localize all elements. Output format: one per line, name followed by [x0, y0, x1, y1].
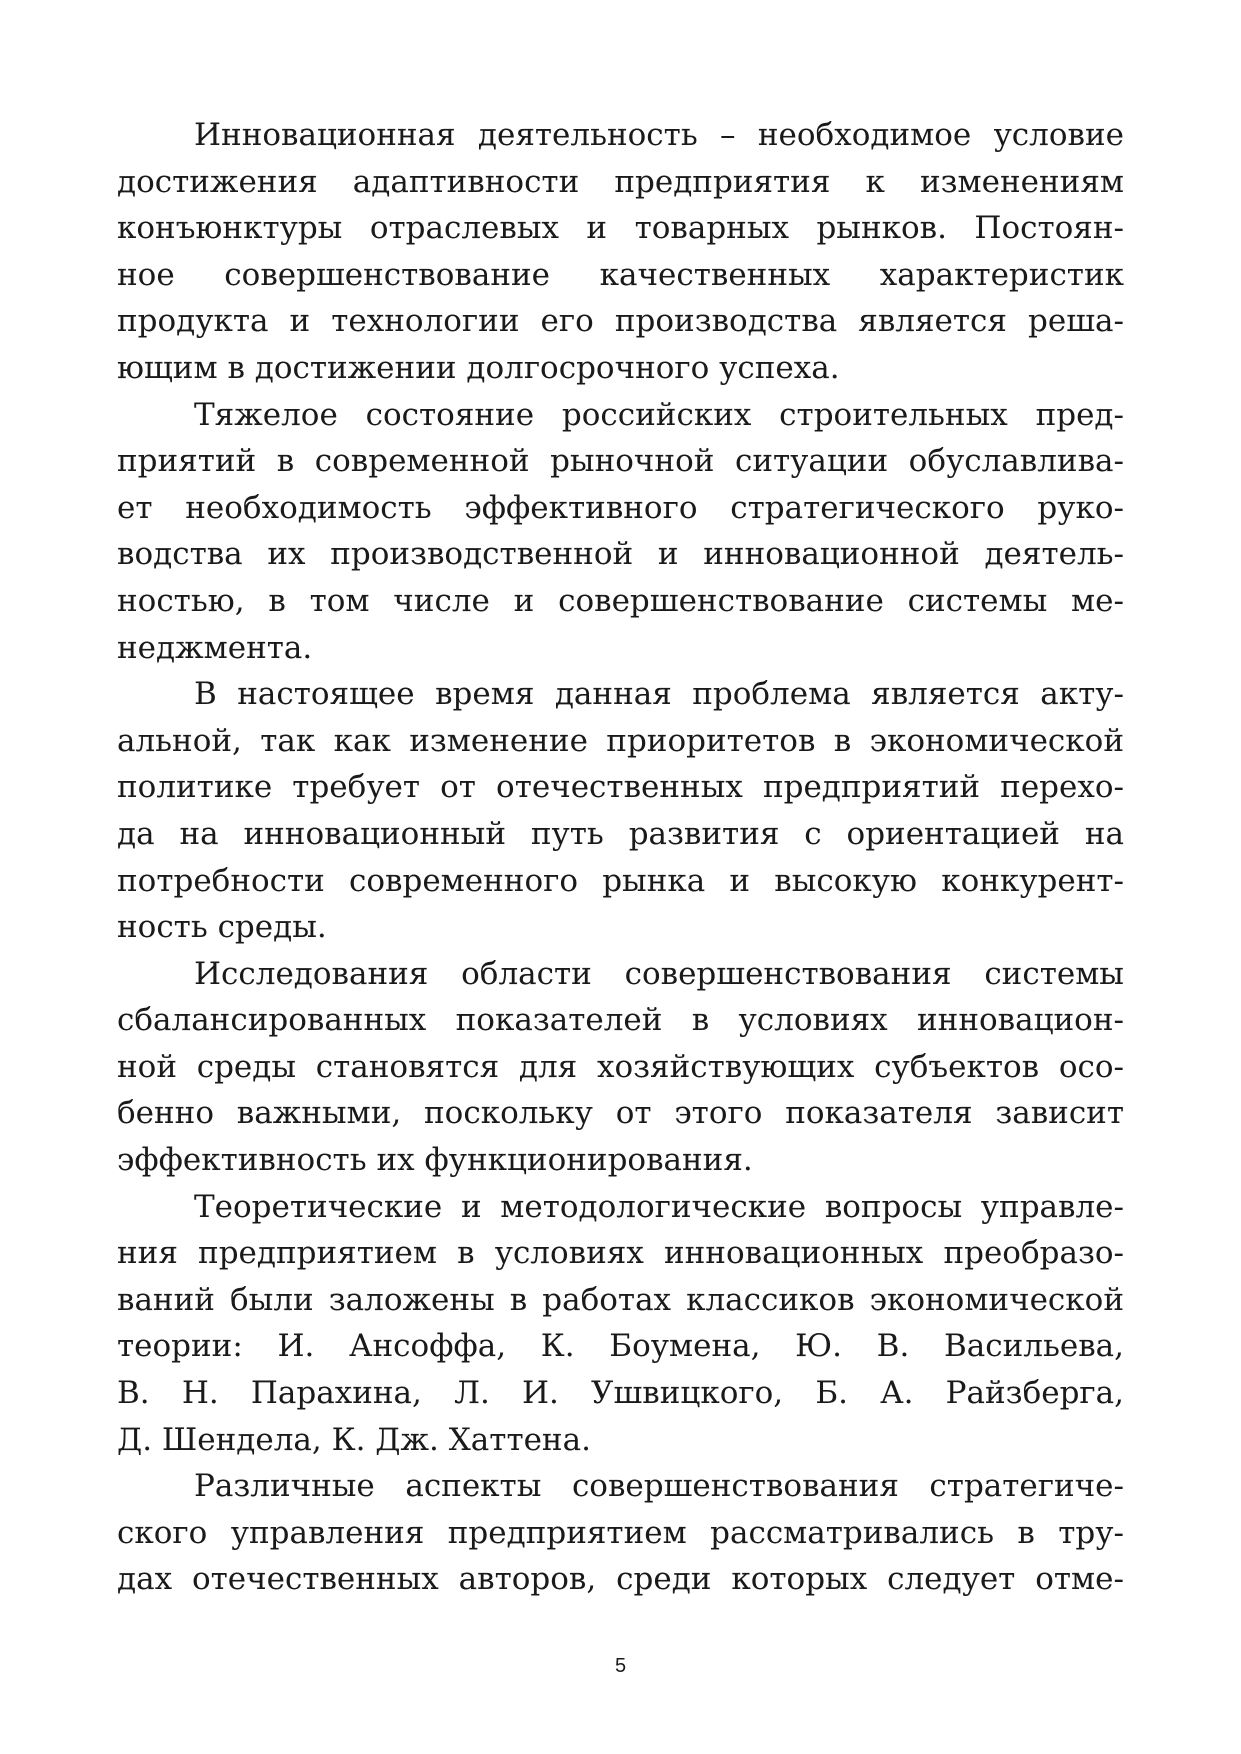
text-line: ность среды. [117, 909, 327, 946]
paragraph [117, 951, 1124, 1184]
text-line: неджмента. [117, 629, 313, 666]
paragraph [117, 112, 1124, 392]
text-line: потребности современного рынка и высокую конкурент- [117, 862, 1124, 899]
paragraph [117, 671, 1124, 951]
paragraph [117, 1184, 1124, 1464]
text-line: Тяжелое состояние российских строительных пред- [194, 396, 1124, 433]
text-line: ваний были заложены в работах классиков экономической [117, 1281, 1124, 1318]
text-line: В. Н. Парахина, Л. И. Ушвицкого, Б. А. Райзберга, [117, 1375, 1124, 1412]
text-line: водства их производственной и инновационной деятель- [117, 536, 1124, 573]
text-line: приятий в современной рыночной ситуации обуславлива- [117, 443, 1124, 480]
body-text [117, 112, 1124, 1603]
text-line: Исследования области совершенствования системы [194, 955, 1124, 992]
text-line: продукта и технологии его производства является реша- [117, 303, 1124, 340]
text-line: политике требует от отечественных предприятий перехо- [117, 769, 1124, 806]
text-line: ет необходимость эффективного стратегического руко- [117, 489, 1124, 526]
text-line: дах отечественных авторов, среди которых следует отме- [117, 1561, 1124, 1598]
text-line: альной, так как изменение приоритетов в экономической [117, 722, 1124, 759]
text-line: конъюнктуры отраслевых и товарных рынков. Постоян- [117, 210, 1124, 247]
text-line: сбалансированных показателей в условиях инновацион- [117, 1002, 1124, 1039]
text-line: Различные аспекты совершенствования стратегиче- [194, 1468, 1124, 1505]
text-line: Теоретические и методологические вопросы управле- [194, 1188, 1124, 1225]
text-line: теории: И. Ансоффа, К. Боумена, Ю. В. Васильева, [117, 1328, 1124, 1365]
text-line: ского управления предприятием рассматривались в тру- [117, 1514, 1124, 1551]
text-line: да на инновационный путь развития с ориентацией на [117, 815, 1124, 852]
text-line: Д. Шендела, К. Дж. Хаттена. [117, 1421, 591, 1458]
text-line: ностью, в том числе и совершенствование системы ме- [117, 582, 1124, 619]
paragraph [117, 392, 1124, 672]
text-line: эффективность их функционирования. [117, 1142, 753, 1179]
text-line: В настоящее время данная проблема является акту- [194, 676, 1124, 713]
text-line: ния предприятием в условиях инновационных преобразо- [117, 1235, 1124, 1272]
text-line: бенно важными, поскольку от этого показателя зависит [117, 1095, 1124, 1132]
text-line: достижения адаптивности предприятия к изменениям [117, 163, 1124, 200]
text-line: ющим в достижении долгосрочного успеха. [117, 349, 840, 386]
text-line: ной среды становятся для хозяйствующих субъектов осо- [117, 1048, 1124, 1085]
page-number: 5 [614, 1655, 627, 1677]
text-line: ное совершенствование качественных характеристик [117, 256, 1124, 293]
text-line: Инновационная деятельность – необходимое условие [194, 117, 1124, 153]
paragraph [117, 1463, 1124, 1603]
